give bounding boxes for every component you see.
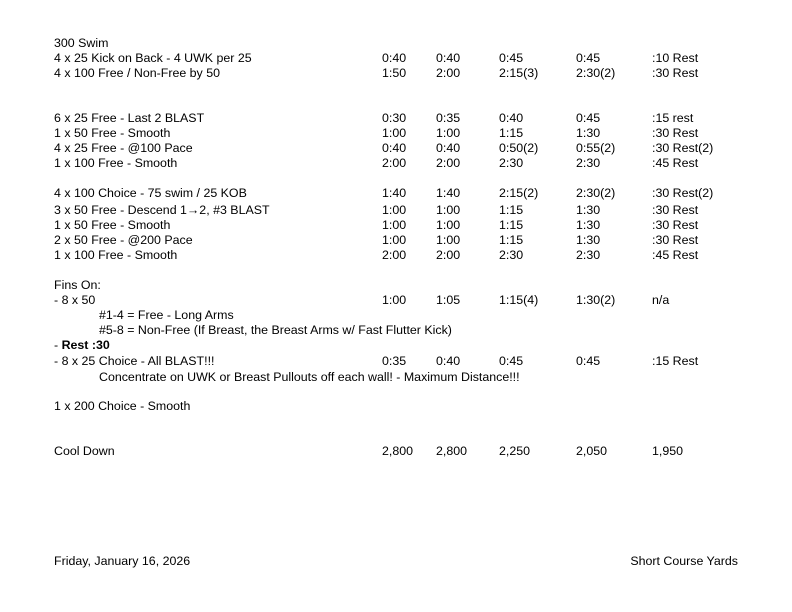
rest-value: n/a [652,293,670,307]
workout-row [54,156,754,171]
interval-group-3: 0:50(2) [499,141,539,155]
interval-group-1: 1:40 [382,186,407,200]
workout-row [54,186,754,201]
workout-row [54,141,754,156]
set-description: - 8 x 25 Choice - All BLAST!!! [54,354,215,368]
set-description: 1 x 100 Free - Smooth [54,248,178,262]
interval-group-1: 2:00 [382,156,407,170]
interval-group-2: 0:35 [436,111,461,125]
interval-group-2: 1:00 [436,203,461,217]
interval-group-2: 1:00 [436,126,461,140]
interval-group-4: 0:45 [576,354,601,368]
rest-value: :30 Rest [652,126,699,140]
set-description: 3 x 50 Free - Descend 1→2, #3 BLAST [54,203,270,217]
footer-date: Friday, January 16, 2026 [54,554,191,568]
interval-group-4: 2:30(2) [576,66,616,80]
workout-row [54,233,754,248]
workout-row [54,203,754,218]
workout-row [54,111,754,126]
rest-value: :45 Rest [652,156,699,170]
rest-value: :15 Rest [652,354,699,368]
workout-row [54,293,754,308]
set-description: 2 x 50 Free - @200 Pace [54,233,193,247]
workout-row [54,126,754,141]
interval-group-4: 1:30 [576,233,601,247]
interval-group-2: 2:00 [436,156,461,170]
total-group-2: 2,800 [436,444,468,458]
interval-group-1: 1:00 [382,293,407,307]
interval-group-3: 1:15(4) [499,293,539,307]
interval-group-3: 2:15(2) [499,186,539,200]
set-description: 4 x 25 Free - @100 Pace [54,141,193,155]
workout-row [54,66,754,81]
interval-group-3: 0:45 [499,354,524,368]
interval-group-4: 1:30 [576,218,601,232]
rest-value: :45 Rest [652,248,699,262]
footer-course: Short Course Yards [630,554,738,568]
interval-group-2: 1:05 [436,293,461,307]
interval-group-1: 1:00 [382,203,407,217]
interval-group-1: 0:35 [382,354,407,368]
rest-value: :30 Rest [652,203,699,217]
interval-group-4: 0:45 [576,51,601,65]
interval-group-3: 0:45 [499,51,524,65]
rest-value: :30 Rest [652,66,699,80]
interval-group-4: 2:30 [576,156,601,170]
set-description: 1 x 200 Choice - Smooth [54,399,191,413]
rest-value: :15 rest [652,111,694,125]
interval-group-2: 0:40 [436,51,461,65]
interval-group-3: 1:15 [499,126,524,140]
interval-group-4: 0:55(2) [576,141,616,155]
workout-row [54,399,754,414]
interval-group-2: 1:00 [436,218,461,232]
set-description: 4 x 25 Kick on Back - 4 UWK per 25 [54,51,252,65]
workout-row [54,354,754,369]
rest-label: Rest :30 [61,338,110,352]
set-description: 1 x 100 Free - Smooth [54,156,178,170]
rest-value: :30 Rest(2) [652,141,714,155]
interval-group-2: 0:40 [436,354,461,368]
interval-group-2: 0:40 [436,141,461,155]
workout-row [54,36,754,51]
uwk-note: Concentrate on UWK or Breast Pullouts off each wall! - Maximum Distance!!! [99,370,520,384]
total-group-5: 1,950 [652,444,684,458]
interval-group-2: 2:00 [436,248,461,262]
interval-group-4: 1:30(2) [576,293,616,307]
total-group-1: 2,800 [382,444,414,458]
set-description: 1 x 50 Free - Smooth [54,126,171,140]
interval-group-4: 2:30(2) [576,186,616,200]
interval-group-4: 1:30 [576,126,601,140]
rest-value: :30 Rest(2) [652,186,714,200]
interval-group-3: 2:30 [499,156,524,170]
set-description: - 8 x 50 [54,293,96,307]
interval-group-1: 1:50 [382,66,407,80]
interval-group-4: 1:30 [576,203,601,217]
interval-group-3: 1:15 [499,233,524,247]
fins-note: #1-4 = Free - Long Arms [99,308,234,322]
set-description: 6 x 25 Free - Last 2 BLAST [54,111,205,125]
interval-group-1: 0:40 [382,141,407,155]
total-group-3: 2,250 [499,444,531,458]
rest-prefix: - [54,338,62,352]
interval-group-1: 1:00 [382,233,407,247]
interval-group-3: 2:15(3) [499,66,539,80]
rest-value: :10 Rest [652,51,699,65]
workout-row [54,278,754,293]
interval-group-2: 2:00 [436,66,461,80]
cool-down-row [54,444,754,459]
interval-group-1: 0:30 [382,111,407,125]
set-description: 4 x 100 Choice - 75 swim / 25 KOB [54,186,247,200]
workout-row [54,248,754,263]
interval-group-2: 1:40 [436,186,461,200]
rest-value: :30 Rest [652,233,699,247]
total-group-4: 2,050 [576,444,608,458]
set-description: Cool Down [54,444,115,458]
rest-line [54,338,110,353]
set-description: 1 x 50 Free - Smooth [54,218,171,232]
workout-row [54,218,754,233]
interval-group-3: 1:15 [499,218,524,232]
interval-group-3: 2:30 [499,248,524,262]
rest-value: :30 Rest [652,218,699,232]
workout-row [54,51,754,66]
interval-group-1: 1:00 [382,126,407,140]
interval-group-4: 0:45 [576,111,601,125]
interval-group-4: 2:30 [576,248,601,262]
set-description: 4 x 100 Free / Non-Free by 50 [54,66,220,80]
interval-group-1: 2:00 [382,248,407,262]
interval-group-3: 1:15 [499,203,524,217]
interval-group-3: 0:40 [499,111,524,125]
set-description: 300 Swim [54,36,109,50]
fins-note: #5-8 = Non-Free (If Breast, the Breast Arms w/ Fast Flutter Kick) [99,323,452,337]
interval-group-2: 1:00 [436,233,461,247]
interval-group-1: 1:00 [382,218,407,232]
interval-group-1: 0:40 [382,51,407,65]
set-description: Fins On: [54,278,101,292]
